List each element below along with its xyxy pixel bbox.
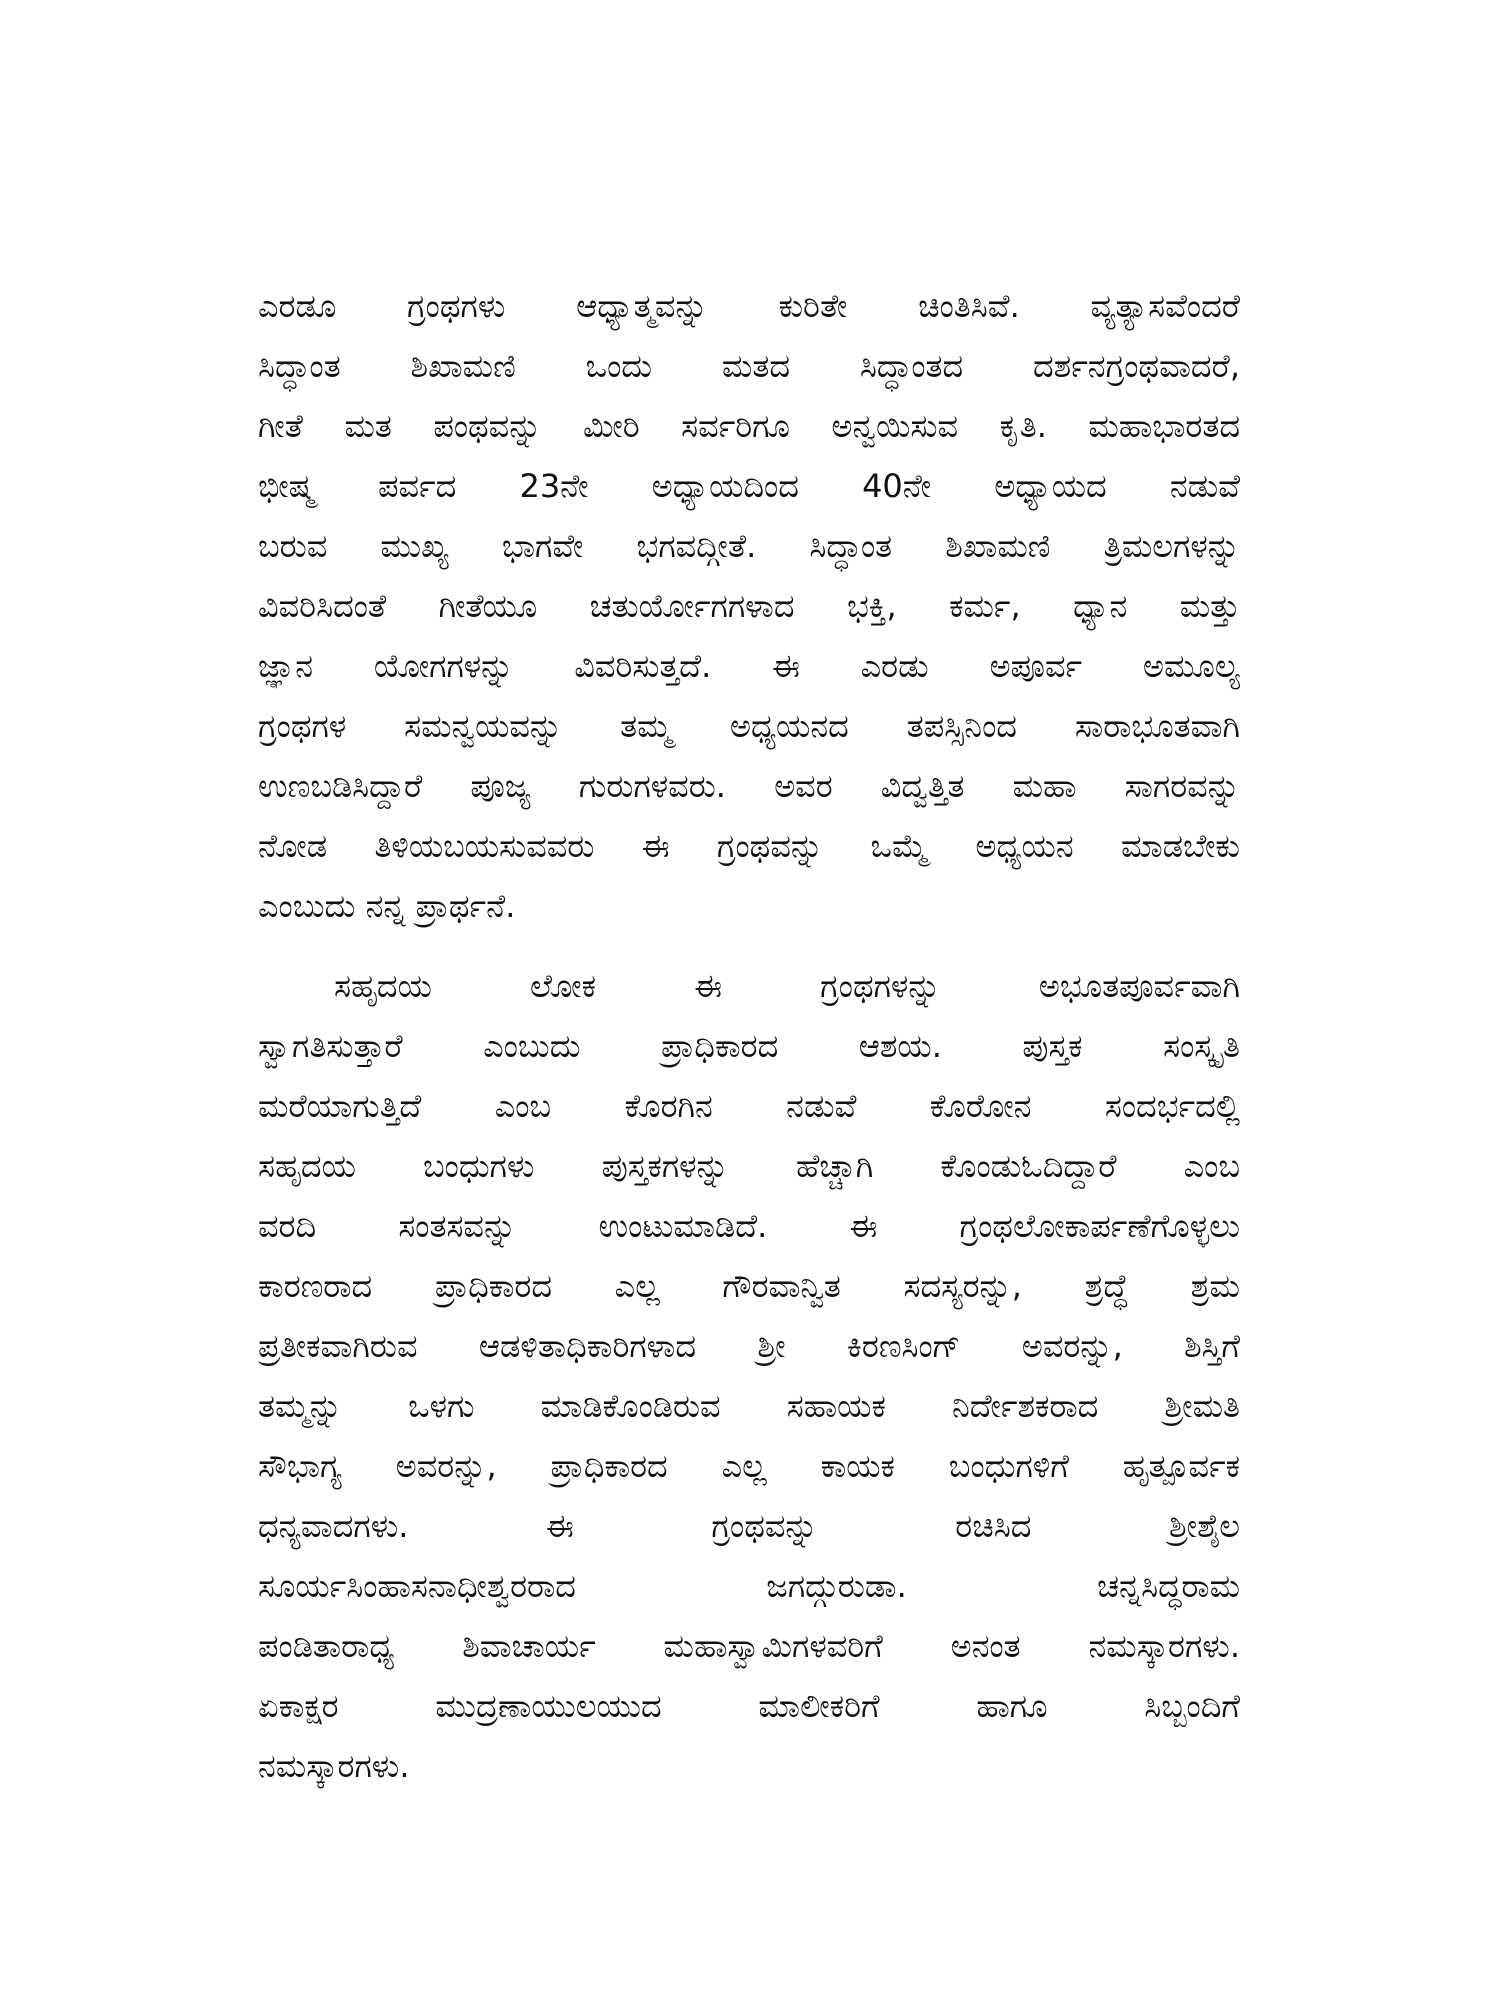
text-line: ಉಣಬಡಿಸಿದ್ದಾರೆ ಪೂಜ್ಯ ಗುರುಗಳವರು. ಅವರ ವಿದ್ವತ್ತಿತ ಮಹಾ ಸಾಗರವನ್ನು (258, 767, 1240, 805)
text-line: ಗೀತೆ ಮತ ಪಂಥವನ್ನು ಮೀರಿ ಸರ್ವರಿಗೂ ಅನ್ವಯಿಸುವ ಕೃತಿ. ಮಹಾಭಾರತದ (258, 407, 1240, 445)
text-line: ನಮಸ್ಕಾರಗಳು. (258, 1747, 410, 1785)
text-line: ಸಹೃದಯ ಬಂಧುಗಳು ಪುಸ್ತಕಗಳನ್ನು ಹೆಚ್ಚಾಗಿ ಕೊಂಡುಓದಿದ್ದಾರೆ ಎಂಬ (258, 1147, 1240, 1185)
text-line: ಧನ್ಯವಾದಗಳು. ಈ ಗ್ರಂಥವನ್ನು ರಚಿಸಿದ ಶ್ರೀಶೈಲ (258, 1507, 1240, 1545)
text-line: ಸೌಭಾಗ್ಯ ಅವರನ್ನು, ಪ್ರಾಧಿಕಾರದ ಎಲ್ಲ ಕಾಯಕ ಬಂಧುಗಳಿಗೆ ಹೃತ್ಪೂರ್ವಕ (258, 1447, 1240, 1485)
text-line: ಬರುವ ಮುಖ್ಯ ಭಾಗವೇ ಭಗವದ್ಗೀತೆ. ಸಿದ್ಧಾಂತ ಶಿಖಾಮಣಿ ತ್ರಿಮಲಗಳನ್ನು (258, 527, 1240, 565)
text-line: ಪಂಡಿತಾರಾಧ್ಯ ಶಿವಾಚಾರ್ಯ ಮಹಾಸ್ವಾಮಿಗಳವರಿಗೆ ಅನಂತ ನಮಸ್ಕಾರಗಳು. (258, 1627, 1240, 1665)
text-line: ಸಹೃದಯ ಲೋಕ ಈ ಗ್ರಂಥಗಳನ್ನು ಅಭೂತಪೂರ್ವವಾಗಿ (334, 967, 1240, 1005)
text-line: ಸ್ವಾಗತಿಸುತ್ತಾರೆ ಎಂಬುದು ಪ್ರಾಧಿಕಾರದ ಆಶಯ. ಪುಸ್ತಕ ಸಂಸ್ಕೃತಿ (258, 1027, 1240, 1065)
text-line: ವರದಿ ಸಂತಸವನ್ನು ಉಂಟುಮಾಡಿದೆ. ಈ ಗ್ರಂಥಲೋಕಾರ್ಪಣೆಗೊಳ್ಳಲು (258, 1207, 1240, 1245)
text-line: ಎರಡೂ ಗ್ರಂಥಗಳು ಆಧ್ಯಾತ್ಮವನ್ನು ಕುರಿತೇ ಚಿಂತಿಸಿವೆ. ವ್ಯತ್ಯಾಸವೆಂದರೆ (258, 287, 1240, 325)
paragraph-2 (258, 956, 1240, 1796)
text-line: ಭೀಷ್ಮ ಪರ್ವದ 23ನೇ ಅಧ್ಯಾಯದಿಂದ 40ನೇ ಅಧ್ಯಾಯದ ನಡುವೆ (258, 467, 1240, 505)
text-line: ಗ್ರಂಥಗಳ ಸಮನ್ವಯವನ್ನು ತಮ್ಮ ಅಧ್ಯಯನದ ತಪಸ್ಸಿನಿಂದ ಸಾರಾಭೂತವಾಗಿ (258, 707, 1240, 745)
text-line: ತಮ್ಮನ್ನು ಒಳಗು ಮಾಡಿಕೊಂಡಿರುವ ಸಹಾಯಕ ನಿರ್ದೇಶಕರಾದ ಶ್ರೀಮತಿ (258, 1387, 1240, 1425)
paragraph-1 (258, 276, 1240, 936)
text-line: ಏಕಾಕ್ಷರ ಮುದ್ರಣಾಯುಲಯುದ ಮಾಲೀಕರಿಗೆ ಹಾಗೂ ಸಿಬ್ಬಂದಿಗೆ (258, 1687, 1240, 1725)
text-line: ಕಾರಣರಾದ ಪ್ರಾಧಿಕಾರದ ಎಲ್ಲ ಗೌರವಾನ್ವಿತ ಸದಸ್ಯರನ್ನು, ಶ್ರದ್ಧೆ ಶ್ರಮ (258, 1267, 1240, 1305)
text-line: ಸೂರ್ಯಸಿಂಹಾಸನಾಧೀಶ್ವರರಾದ ಜಗದ್ಗುರುಡಾ. ಚನ್ನಸಿದ್ಧರಾಮ (258, 1567, 1240, 1605)
text-line: ಪ್ರತೀಕವಾಗಿರುವ ಆಡಳಿತಾಧಿಕಾರಿಗಳಾದ ಶ್ರೀ ಕಿರಣಸಿಂಗ್ ಅವರನ್ನು, ಶಿಸ್ತಿಗೆ (258, 1327, 1240, 1365)
text-line: ಮರೆಯಾಗುತ್ತಿದೆ ಎಂಬ ಕೊರಗಿನ ನಡುವೆ ಕೊರೋನ ಸಂದರ್ಭದಲ್ಲಿ (258, 1087, 1240, 1125)
text-line: ಜ್ಞಾನ ಯೋಗಗಳನ್ನು ವಿವರಿಸುತ್ತದೆ. ಈ ಎರಡು ಅಪೂರ್ವ ಅಮೂಲ್ಯ (258, 647, 1240, 685)
text-line: ನೋಡ ತಿಳಿಯಬಯಸುವವರು ಈ ಗ್ರಂಥವನ್ನು ಒಮ್ಮೆ ಅಧ್ಯಯನ ಮಾಡಬೇಕು (258, 827, 1240, 865)
text-line: ಎಂಬುದು ನನ್ನ ಪ್ರಾರ್ಥನೆ. (258, 887, 516, 925)
text-line: ಸಿದ್ಧಾಂತ ಶಿಖಾಮಣಿ ಒಂದು ಮತದ ಸಿದ್ಧಾಂತದ ದರ್ಶನಗ್ರಂಥವಾದರೆ, (258, 347, 1240, 385)
text-line: ವಿವರಿಸಿದಂತೆ ಗೀತೆಯೂ ಚತುರ್ಯೋಗಗಳಾದ ಭಕ್ತಿ, ಕರ್ಮ, ಧ್ಯಾನ ಮತ್ತು (258, 587, 1240, 625)
